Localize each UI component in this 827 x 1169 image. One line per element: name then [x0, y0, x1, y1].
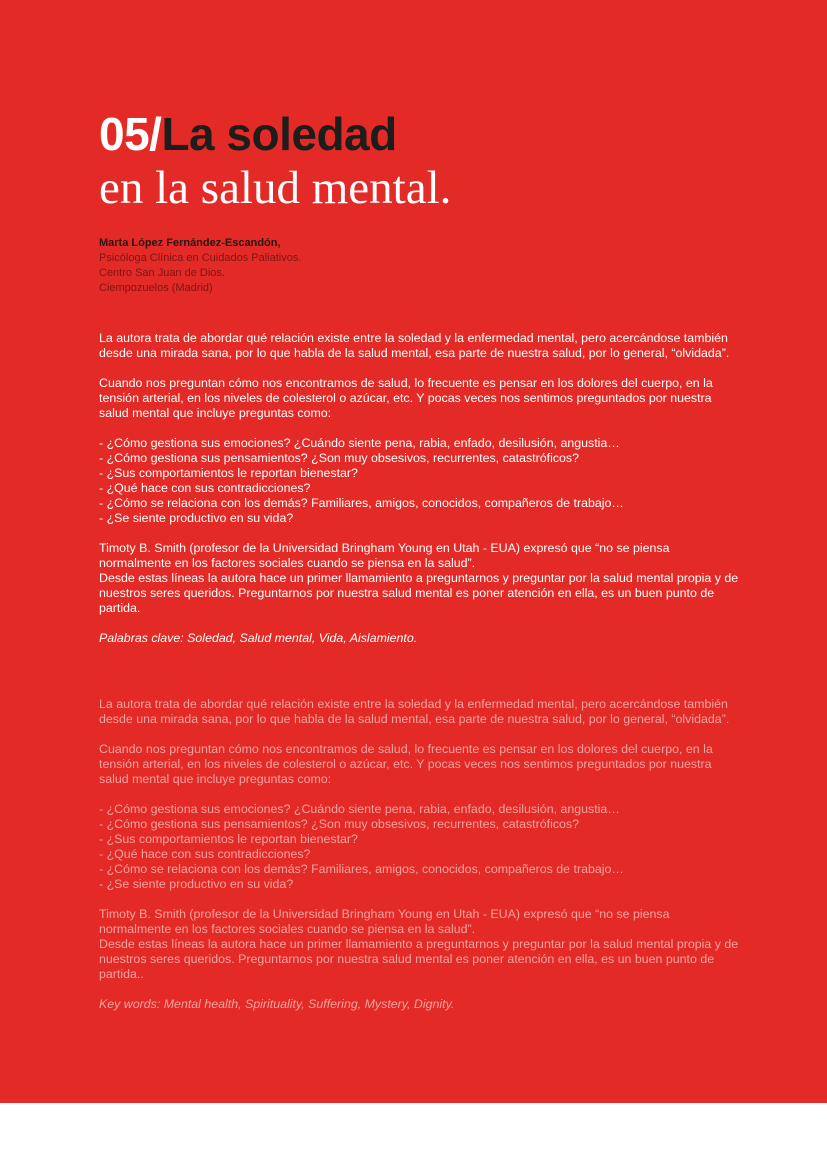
question-list	[99, 802, 739, 892]
abstract-spanish	[99, 331, 739, 661]
list-item: - ¿Sus comportamientos le reportan bienestar?	[99, 832, 358, 846]
list-item: - ¿Sus comportamientos le reportan bienestar?	[99, 466, 358, 480]
abstract-paragraph: Desde estas líneas la autora hace un primer llamamiento a preguntarnos y preguntar por la salud mental propia y de nuestros seres queridos. Preguntarnos por nuestra salud mental es poner atención en ella, es un buen punto de partida.	[99, 571, 739, 615]
abstract-paragraph: Timoty B. Smith (profesor de la Universidad Bringham Young en Utah - EUA) expresó que “no se piensa normalmente en los factores sociales cuando se piensa en la salud”.	[99, 541, 670, 570]
page-subtitle: en la salud mental.	[99, 162, 452, 214]
list-item: - ¿Cómo gestiona sus emociones? ¿Cuándo siente pena, rabia, enfado, desilusión, angustia…	[99, 802, 620, 816]
author-name: Marta López Fernández-Escandón,	[99, 237, 281, 249]
list-item: - ¿Cómo se relaciona con los demás? Familiares, amigos, conocidos, compañeros de trabajo…	[99, 496, 624, 510]
title-main: La soledad	[161, 108, 397, 160]
author-block	[99, 236, 301, 296]
author-institution: Centro San Juan de Dios.	[99, 267, 225, 279]
page-title	[99, 108, 397, 160]
list-item: - ¿Qué hace con sus contradicciones?	[99, 847, 311, 861]
chapter-number: 05/	[99, 108, 162, 160]
list-item: - ¿Cómo se relaciona con los demás? Familiares, amigos, conocidos, compañeros de trabajo…	[99, 862, 624, 876]
abstract-paragraph: Cuando nos preguntan cómo nos encontramos de salud, lo frecuente es pensar en los dolores del cuerpo, en la tensión arterial, en los niveles de colesterol o azúcar, etc. Y pocas veces nos sentimos preguntados por nuestra salud mental que incluye preguntas como:	[99, 742, 713, 786]
list-item: - ¿Se siente productivo en su vida?	[99, 511, 294, 525]
abstract-secondary	[99, 697, 739, 1027]
abstract-paragraph: Desde estas líneas la autora hace un primer llamamiento a preguntarnos y preguntar por la salud mental propia y de nuestros seres queridos. Preguntarnos por nuestra salud mental es poner atención en ella, es un buen punto de partida..	[99, 937, 739, 981]
list-item: - ¿Cómo gestiona sus pensamientos? ¿Son muy obsesivos, recurrentes, catastróficos?	[99, 817, 580, 831]
keywords: Key words: Mental health, Spirituality, Suffering, Mystery, Dignity.	[99, 997, 455, 1011]
question-list	[99, 436, 739, 526]
list-item: - ¿Qué hace con sus contradicciones?	[99, 481, 311, 495]
list-item: - ¿Se siente productivo en su vida?	[99, 877, 294, 891]
abstract-paragraph: Cuando nos preguntan cómo nos encontramos de salud, lo frecuente es pensar en los dolores del cuerpo, en la tensión arterial, en los niveles de colesterol o azúcar, etc. Y pocas veces nos sentimos preguntados por nuestra salud mental que incluye preguntas como:	[99, 376, 713, 420]
list-item: - ¿Cómo gestiona sus pensamientos? ¿Son muy obsesivos, recurrentes, catastróficos?	[99, 451, 580, 465]
abstract-paragraph: La autora trata de abordar qué relación existe entre la soledad y la enfermedad mental, pero acercándose también desde una mirada sana, por lo que habla de la salud mental, esa parte de nuestra salud, por lo general, “olvidada”.	[99, 697, 730, 726]
abstract-paragraph: Timoty B. Smith (profesor de la Universidad Bringham Young en Utah - EUA) expresó que “no se piensa normalmente en los factores sociales cuando se piensa en la salud”.	[99, 907, 670, 936]
list-item: - ¿Cómo gestiona sus emociones? ¿Cuándo siente pena, rabia, enfado, desilusión, angustia…	[99, 436, 620, 450]
abstract-paragraph: La autora trata de abordar qué relación existe entre la soledad y la enfermedad mental, pero acercándose también desde una mirada sana, por lo que habla de la salud mental, esa parte de nuestra salud, por lo general, “olvidada”.	[99, 331, 730, 360]
author-affiliation: Psicóloga Clínica en Cuidados Paliativos.	[99, 252, 302, 264]
author-location: Ciempozuelos (Madrid)	[99, 282, 213, 294]
keywords: Palabras clave: Soledad, Salud mental, Vida, Aislamiento.	[99, 631, 418, 645]
